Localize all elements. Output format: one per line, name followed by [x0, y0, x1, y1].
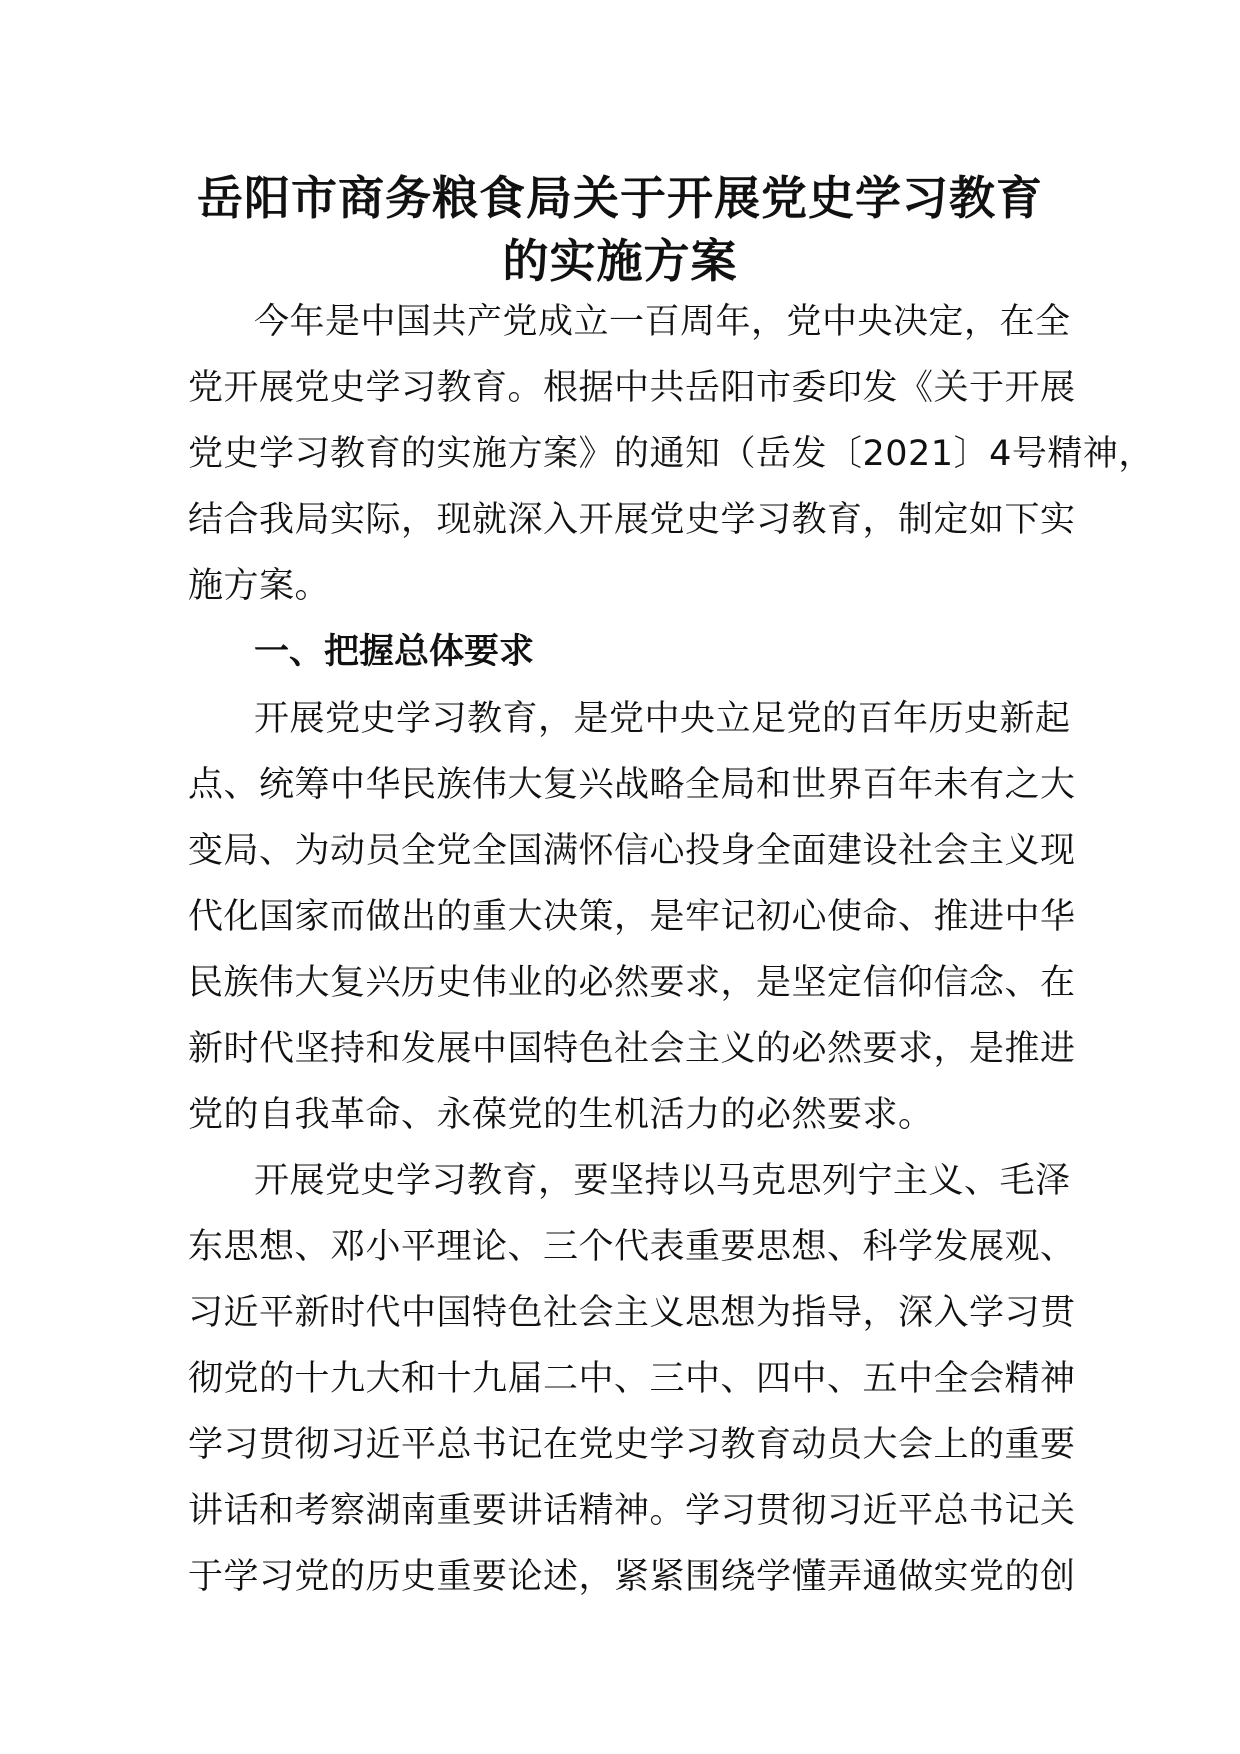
paragraph-line: 学习贯彻习近平总书记在党史学习教育动员大会上的重要 [188, 1425, 1076, 1465]
intro-line: 党开展党史学习教育。根据中共岳阳市委印发《关于开展 [188, 368, 1076, 408]
paragraph-line: 新时代坚持和发展中国特色社会主义的必然要求，是推进 [188, 1029, 1076, 1069]
section-heading: 一、把握总体要求 [254, 632, 535, 672]
paragraph-line: 民族伟大复兴历史伟业的必然要求，是坚定信仰信念、在 [188, 963, 1076, 1003]
intro-line: 施方案。 [188, 566, 331, 606]
paragraph-line: 点、统筹中华民族伟大复兴战略全局和世界百年未有之大 [188, 765, 1076, 805]
document-title-line-2: 的实施方案 [502, 234, 738, 288]
paragraph-line: 代化国家而做出的重大决策，是牢记初心使命、推进中华 [188, 897, 1076, 937]
paragraph-line: 开展党史学习教育，是党中央立足党的百年历史新起 [254, 699, 1071, 739]
intro-line: 结合我局实际，现就深入开展党史学习教育，制定如下实 [188, 500, 1076, 540]
paragraph-line: 变局、为动员全党全国满怀信心投身全面建设社会主义现 [188, 831, 1076, 871]
paragraph-line: 讲话和考察湖南重要讲话精神。学习贯彻习近平总书记关 [188, 1491, 1076, 1531]
intro-line: 今年是中国共产党成立一百周年，党中央决定，在全 [254, 302, 1071, 342]
document-title-line-1: 岳阳市商务粮食局关于开展党史学习教育 [197, 171, 1043, 225]
paragraph-line: 习近平新时代中国特色社会主义思想为指导，深入学习贯 [188, 1293, 1076, 1333]
paragraph-line: 党的自我革命、永葆党的生机活力的必然要求。 [188, 1095, 934, 1135]
paragraph-line: 东思想、邓小平理论、三个代表重要思想、科学发展观、 [188, 1227, 1076, 1267]
paragraph-line: 于学习党的历史重要论述，紧紧围绕学懂弄通做实党的创 [188, 1557, 1076, 1597]
intro-line: 党史学习教育的实施方案》的通知（岳发〔2021〕4号精神， [188, 434, 1154, 474]
paragraph-line: 开展党史学习教育，要坚持以马克思列宁主义、毛泽 [254, 1161, 1071, 1201]
paragraph-line: 彻党的十九大和十九届二中、三中、四中、五中全会精神 [188, 1359, 1076, 1399]
